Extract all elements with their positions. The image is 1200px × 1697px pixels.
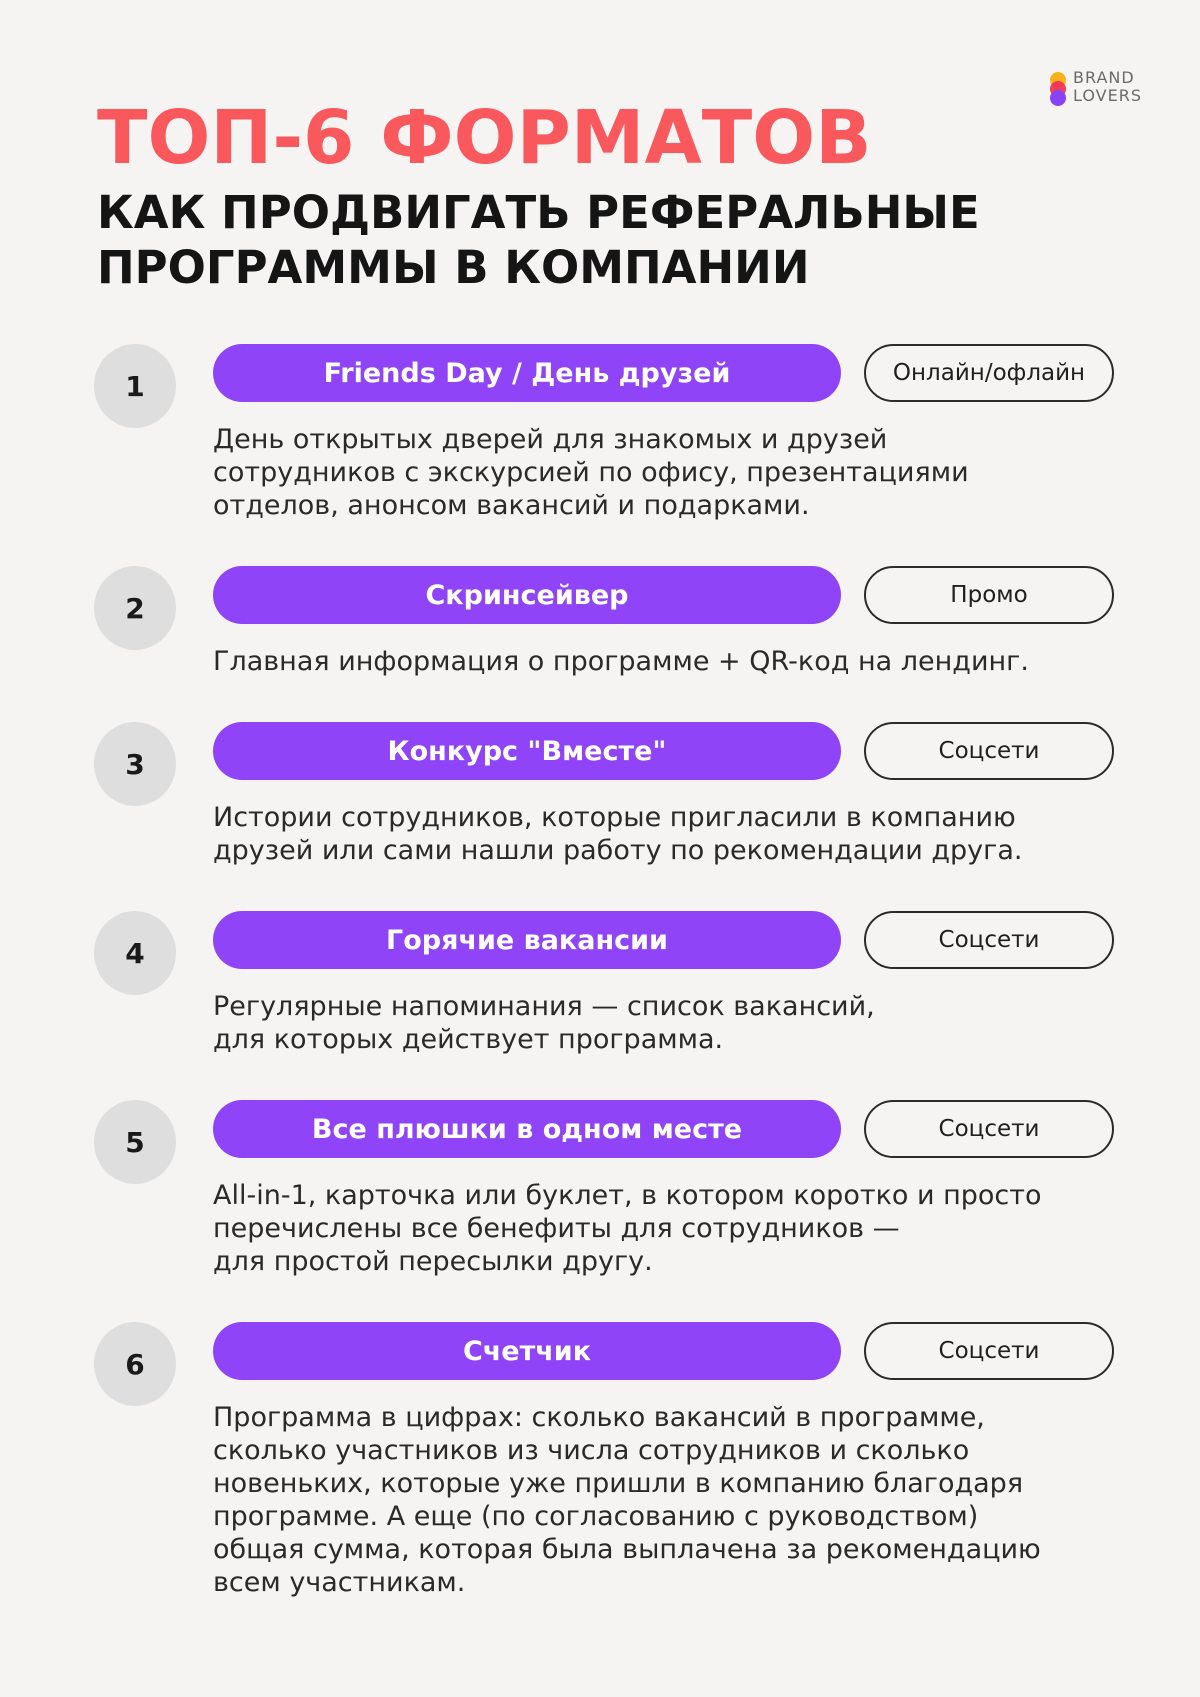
format-title-pill: Скринсейвер [213, 566, 841, 624]
logo-dot-purple [1050, 90, 1066, 106]
page-title: ТОП-6 ФОРМАТОВ [97, 95, 872, 181]
page-subtitle: КАК ПРОДВИГАТЬ РЕФЕРАЛЬНЫЕ ПРОГРАММЫ В КОМПАНИИ [97, 186, 980, 294]
format-channel-tag: Соцсети [864, 1100, 1114, 1158]
format-description: Истории сотрудников, которые пригласили в компанию друзей или сами нашли работу по рекомендации друга. [213, 802, 1023, 866]
format-description: День открытых дверей для знакомых и друзей сотрудников с экскурсией по офису, презентациями отделов, анонсом вакансий и подарками. [213, 424, 969, 521]
format-channel-tag: Соцсети [864, 722, 1114, 780]
format-title-pill: Friends Day / День друзей [213, 344, 841, 402]
brand-line-1: BRAND [1073, 68, 1135, 87]
format-title-pill: Конкурс "Вместе" [213, 722, 841, 780]
format-description: Главная информация о программе + QR-код на лендинг. [213, 646, 1029, 677]
format-description: All-in-1, карточка или буклет, в котором коротко и просто перечислены все бенефиты для сотрудников — для простой пересылки другу. [213, 1180, 1042, 1277]
brand-line-2: LOVERS [1073, 86, 1142, 105]
format-title-pill: Счетчик [213, 1322, 841, 1380]
format-number: 2 [94, 566, 176, 650]
format-number: 5 [94, 1100, 176, 1184]
brand-logo [1050, 68, 1170, 108]
format-channel-tag: Соцсети [864, 911, 1114, 969]
format-number: 6 [94, 1322, 176, 1406]
format-description: Программа в цифрах: сколько вакансий в программе, сколько участников из числа сотрудников и сколько новеньких, которые уже пришли в компанию благодаря программе. А еще (по согласованию с руководством) общая сумма, которая была выплачена за рекомендацию всем участникам. [213, 1402, 1041, 1598]
format-title-pill: Горячие вакансии [213, 911, 841, 969]
format-channel-tag: Промо [864, 566, 1114, 624]
format-number: 4 [94, 911, 176, 995]
format-channel-tag: Онлайн/офлайн [864, 344, 1114, 402]
format-channel-tag: Соцсети [864, 1322, 1114, 1380]
format-number: 3 [94, 722, 176, 806]
brand-logo-dots-icon [1050, 72, 1066, 106]
format-description: Регулярные напоминания — список вакансий, для которых действует программа. [213, 991, 875, 1055]
format-number: 1 [94, 344, 176, 428]
format-title-pill: Все плюшки в одном месте [213, 1100, 841, 1158]
